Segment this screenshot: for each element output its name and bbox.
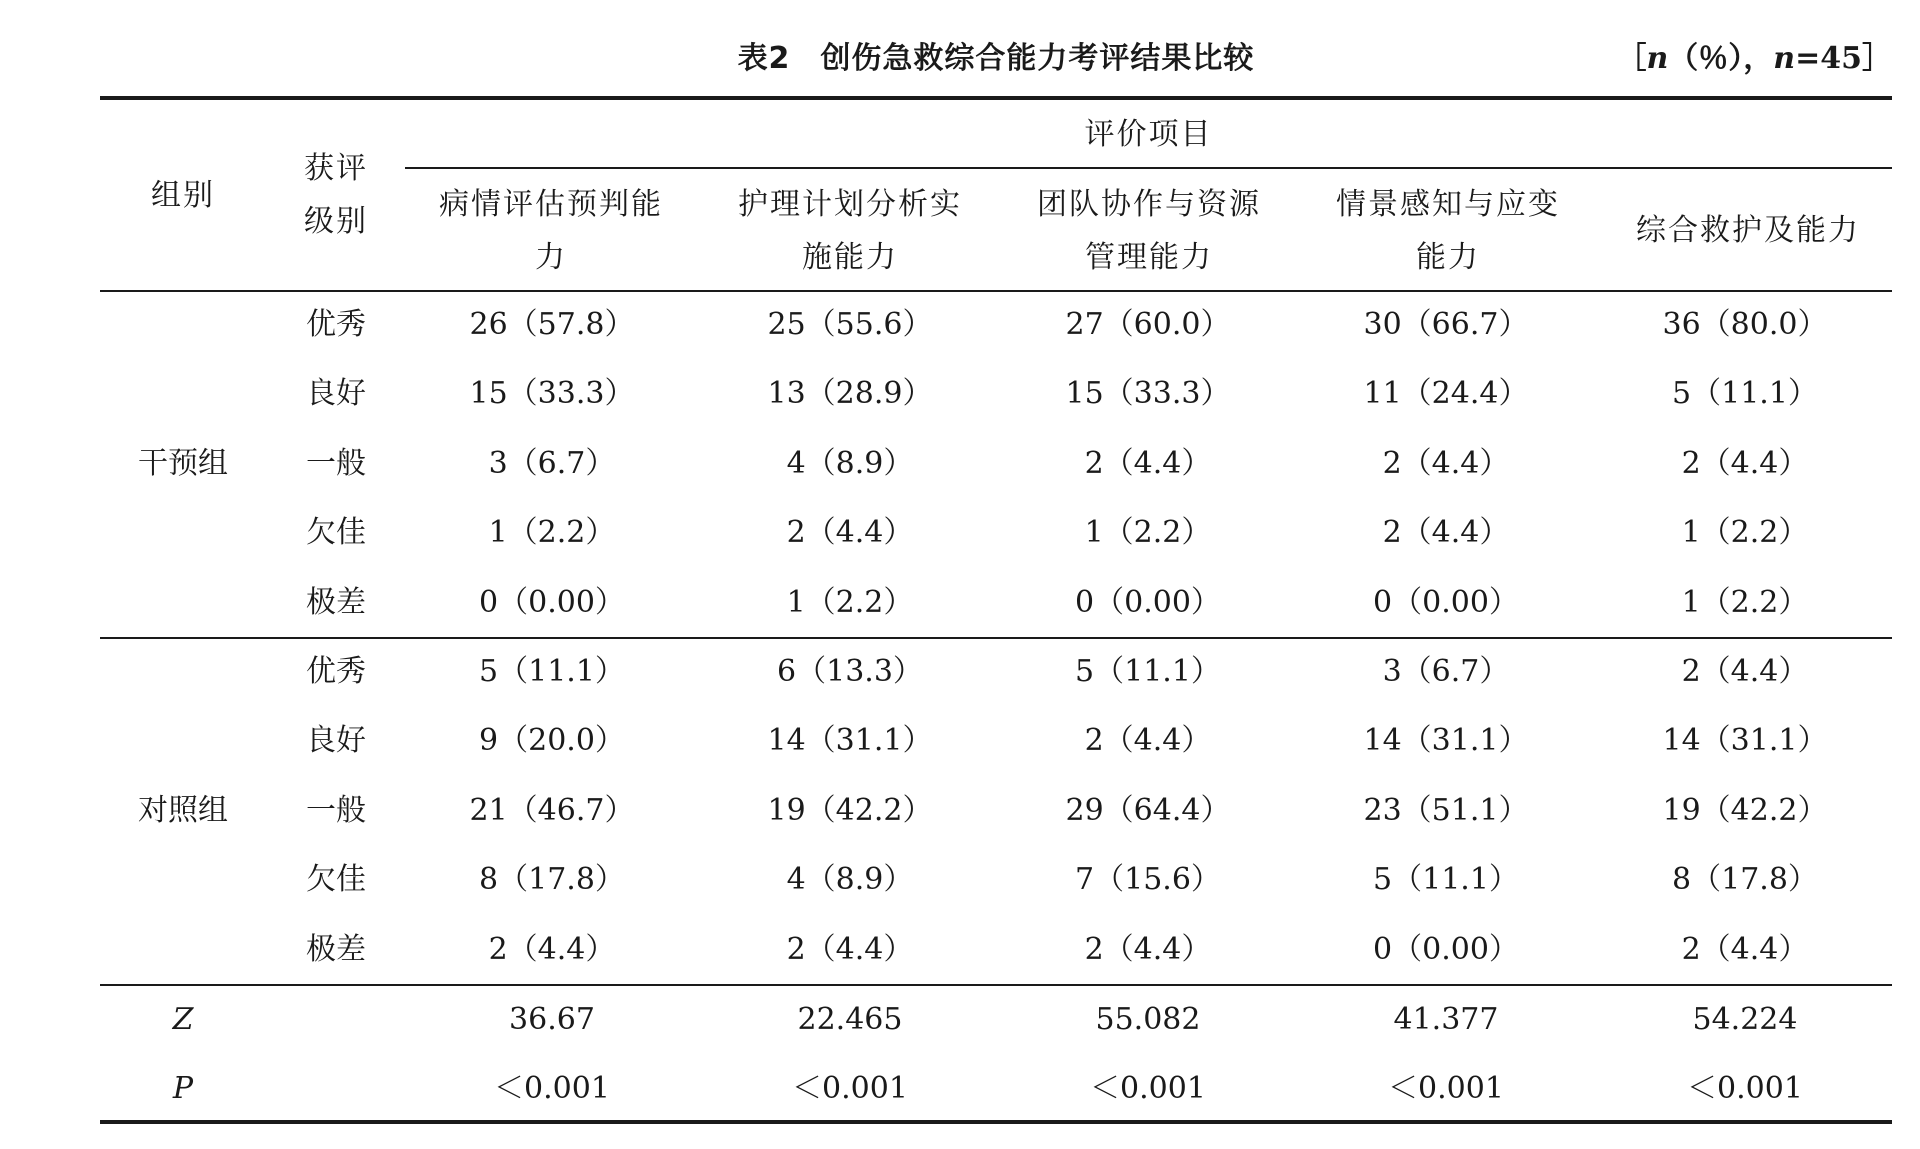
table-cell: 1（2.2） — [1084, 515, 1212, 551]
table-cell: 15（33.3） — [1065, 376, 1231, 412]
grade-label: 良好 — [306, 376, 366, 412]
table-title: 创伤急救综合能力考评结果比较 — [820, 41, 1255, 76]
table-cell: 0（0.00） — [1373, 931, 1519, 967]
table-cell: 2（4.4） — [1084, 445, 1212, 481]
grade-label: 欠佳 — [306, 515, 366, 551]
stat-value: 22.465 — [797, 1002, 903, 1037]
top-rule — [100, 96, 1892, 100]
table-cell: 19（42.2） — [1662, 792, 1828, 828]
unit-percent: （％）， — [1668, 41, 1774, 76]
table-cell: 5（11.1） — [479, 654, 625, 689]
grade-label: 极差 — [306, 584, 366, 620]
stat-value: 41.377 — [1393, 1002, 1499, 1037]
unit-n-equals: n — [1773, 41, 1796, 76]
grade-label: 一般 — [306, 445, 366, 481]
stat-label: P — [172, 1071, 194, 1106]
table-cell: 8（17.8） — [479, 862, 625, 898]
table-cell: 4（8.9） — [786, 445, 914, 481]
table-cell: 6（13.3） — [777, 654, 923, 689]
table-cell: 7（15.6） — [1075, 862, 1221, 898]
table-cell: 29（64.4） — [1065, 792, 1231, 828]
table-cell: 3（6.7） — [1382, 654, 1510, 689]
header-sub-rule — [405, 167, 1892, 169]
table-cell: 15（33.3） — [469, 376, 635, 412]
table-cell: 2（4.4） — [1681, 654, 1809, 689]
table-cell: 0（0.00） — [1075, 584, 1221, 620]
table-unit — [1616, 34, 1892, 84]
table-cell: 1（2.2） — [1681, 584, 1809, 620]
table-cell: 8（17.8） — [1672, 862, 1818, 898]
stat-value: ＜0.001 — [1388, 1071, 1504, 1106]
table-cell: 11（24.4） — [1363, 376, 1529, 412]
table-cell: 2（4.4） — [786, 931, 914, 967]
stat-value: ＜0.001 — [494, 1071, 610, 1106]
unit-count: =45］ — [1795, 41, 1892, 76]
table-cell: 5（11.1） — [1075, 654, 1221, 689]
group-label: 干预组 — [138, 445, 228, 481]
stat-label: Z — [172, 1002, 194, 1037]
table-cell: 21（46.7） — [469, 792, 635, 828]
stat-value: ＜0.001 — [792, 1071, 908, 1106]
column-header: 团队协作与资源管理能力 — [1037, 187, 1261, 275]
unit-n: n — [1646, 41, 1669, 76]
column-header: 护理计划分析实施能力 — [738, 187, 962, 275]
table-number: 表2 — [737, 41, 791, 76]
table-caption — [100, 34, 1892, 84]
table-cell: 2（4.4） — [1382, 515, 1510, 551]
table-cell: 9（20.0） — [479, 723, 625, 759]
grade-label: 欠佳 — [306, 862, 366, 898]
table-cell: 25（55.6） — [767, 307, 933, 342]
table-cell: 27（60.0） — [1065, 307, 1231, 342]
table-cell: 30（66.7） — [1363, 307, 1529, 342]
table-cell: 0（0.00） — [1373, 584, 1519, 620]
header-grade: 获评级别 — [304, 151, 368, 239]
header-group: 组别 — [151, 178, 215, 213]
table-cell: 14（31.1） — [1363, 723, 1529, 759]
table-cell: 2（4.4） — [786, 515, 914, 551]
column-header: 综合救护及能力 — [1636, 213, 1860, 248]
stat-value: ＜0.001 — [1687, 1071, 1803, 1106]
table-cell: 1（2.2） — [786, 584, 914, 620]
grade-label: 极差 — [306, 931, 366, 967]
grade-label: 一般 — [306, 792, 366, 828]
bottom-rule — [100, 1120, 1892, 1124]
table-cell: 1（2.2） — [1681, 515, 1809, 551]
header-evaluation: 评价项目 — [1084, 117, 1213, 152]
table-cell: 5（11.1） — [1672, 376, 1818, 412]
stat-value: 36.67 — [509, 1002, 595, 1037]
table-cell: 2（4.4） — [1681, 445, 1809, 481]
table-cell: 36（80.0） — [1662, 307, 1828, 342]
stat-value: ＜0.001 — [1090, 1071, 1206, 1106]
group-divider-rule — [100, 637, 1892, 639]
grade-label: 优秀 — [306, 654, 366, 689]
table-cell: 4（8.9） — [786, 862, 914, 898]
header-bottom-rule — [100, 290, 1892, 292]
table-cell: 1（2.2） — [488, 515, 616, 551]
table-cell: 3（6.7） — [488, 445, 616, 481]
table-cell: 2（4.4） — [1382, 445, 1510, 481]
table-cell: 2（4.4） — [488, 931, 616, 967]
table-cell: 14（31.1） — [767, 723, 933, 759]
group-label: 对照组 — [138, 792, 228, 828]
grade-label: 优秀 — [306, 307, 366, 342]
table-cell: 2（4.4） — [1681, 931, 1809, 967]
table-cell: 26（57.8） — [469, 307, 635, 342]
stat-value: 55.082 — [1095, 1002, 1201, 1037]
table-cell: 0（0.00） — [479, 584, 625, 620]
table-cell: 19（42.2） — [767, 792, 933, 828]
table-cell: 2（4.4） — [1084, 723, 1212, 759]
grade-label: 良好 — [306, 723, 366, 759]
table-cell: 14（31.1） — [1662, 723, 1828, 759]
column-header: 情景感知与应变能力 — [1336, 187, 1560, 275]
unit-prefix: ［ — [1616, 41, 1647, 76]
table-cell: 2（4.4） — [1084, 931, 1212, 967]
stat-value: 54.224 — [1692, 1002, 1798, 1037]
column-header: 病情评估预判能力 — [439, 187, 663, 275]
table-cell: 5（11.1） — [1373, 862, 1519, 898]
table-cell: 23（51.1） — [1363, 792, 1529, 828]
table-cell: 13（28.9） — [767, 376, 933, 412]
stats-divider-rule — [100, 984, 1892, 986]
